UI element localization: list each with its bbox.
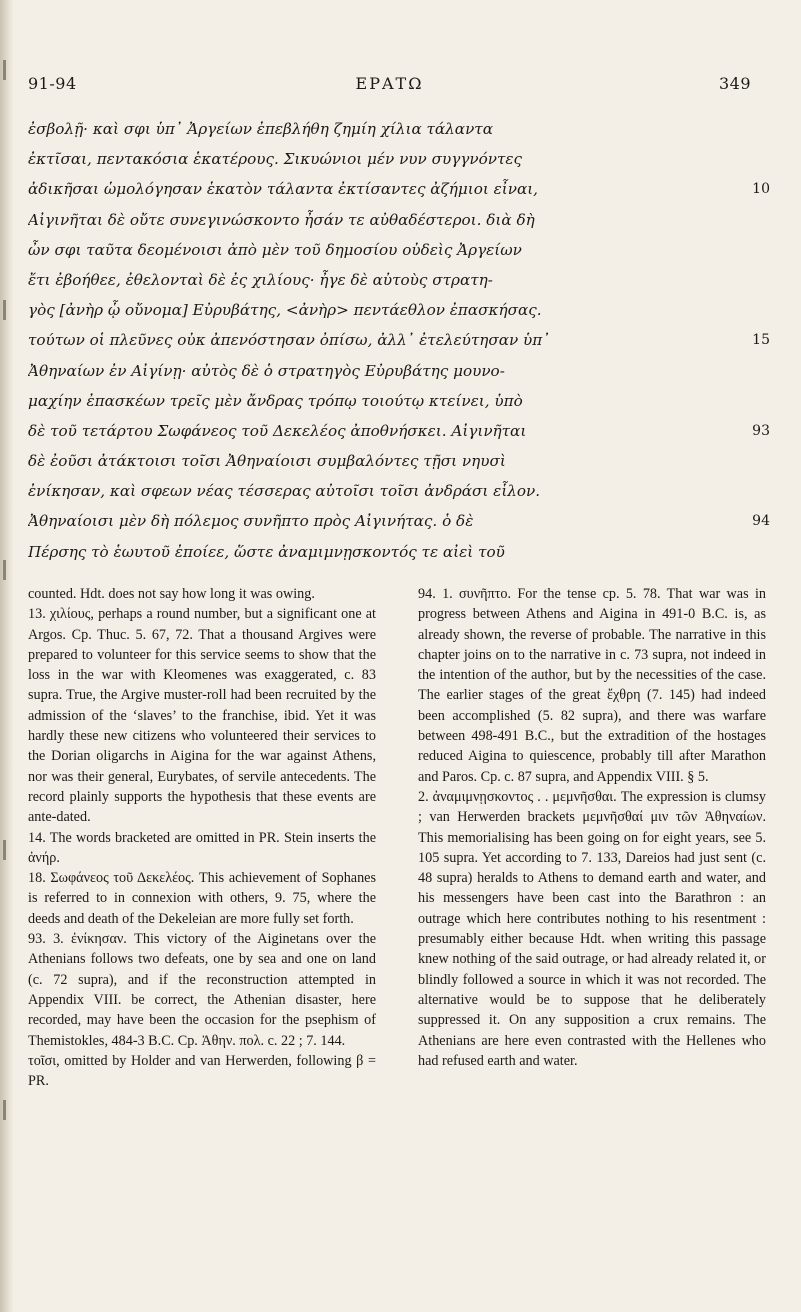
greek-line xyxy=(28,537,770,567)
greek-line-text: ἐσβολῇ· καὶ σφι ὑπ᾽ Ἀργείων ἐπεβλήθη ζημίη χίλια τάλαντα xyxy=(28,120,493,138)
greek-line-text: ὦν σφι ταῦτα δεομένοισι ἀπὸ μὲν τοῦ δημοσίου οὐδεὶς Ἀργείων xyxy=(28,240,522,259)
page-binding-edge xyxy=(0,0,14,1312)
greek-line xyxy=(28,476,770,506)
running-header xyxy=(28,74,751,100)
line-number: 93 xyxy=(752,422,770,439)
greek-line xyxy=(28,416,770,446)
greek-line-text: ἔτι ἐβοήθεε, ἐθελονταὶ δὲ ἐς χιλίους· ἦγε δὲ αὐτοὺς στρατη- xyxy=(28,270,493,289)
line-number: 94 xyxy=(752,513,770,530)
greek-line xyxy=(28,235,770,265)
greek-line-text: Αἰγινῆται δὲ οὔτε συνεγινώσκοντο ἦσάν τε αὐθαδέστεροι. διὰ δὴ xyxy=(28,210,535,229)
binding-mark xyxy=(3,1100,6,1120)
chapter-range: 91-94 xyxy=(28,74,77,93)
notes-column-left xyxy=(28,584,376,1091)
greek-line xyxy=(28,265,770,295)
running-title: ΕΡΑΤΩ xyxy=(355,74,424,93)
notes-column-right xyxy=(418,584,766,1071)
greek-line xyxy=(28,356,770,386)
note-paragraph: τοῖσι, omitted by Holder and van Herwerden, following β = PR. xyxy=(28,1052,376,1090)
greek-line xyxy=(28,386,770,416)
note-paragraph: counted. Hdt. does not say how long it was owing. xyxy=(28,586,315,602)
greek-line-text: Ἀθηναίοισι μὲν δὴ πόλεμος συνῆπτο πρὸς Αἰγινήτας. ὁ δὲ xyxy=(28,512,474,531)
greek-line xyxy=(28,144,770,174)
greek-line xyxy=(28,174,770,204)
binding-mark xyxy=(3,840,6,860)
greek-line-text: δὲ τοῦ τετάρτου Σωφάνεος τοῦ Δεκελέος ἀποθνήσκει. Αἰγινῆται xyxy=(28,421,527,440)
greek-line-text: τούτων οἱ πλεῦνες οὐκ ἀπενόστησαν ὀπίσω, ἀλλ᾽ ἐτελεύτησαν ὑπ᾽ xyxy=(28,331,550,350)
greek-line xyxy=(28,506,770,536)
greek-line-text: ἐκτῖσαι, πεντακόσια ἑκατέρους. Σικυώνιοι μέν νυν συγγνόντες xyxy=(28,150,523,169)
note-paragraph: 14. The words bracketed are omitted in PR. Stein inserts the ἀνήρ. xyxy=(28,829,376,866)
note-paragraph: 13. χιλίους, perhaps a round number, but a significant one at Argos. Cp. Thuc. 5. 67, 72. That a thousand Argives were prepared to volunteer for this service seems to show that the loss in the war with Kleomenes was exaggerated, c. 83 supra. True, the Argive muster-roll had been recruited by the admission of the ‘slaves’ to the franchise, ibid. Yet it was hardly these new citizens who volunteered their services to the Dorian oligarchs in Aigina for the war against Athens, nor was their general, Eurybates, of servile antecedents. The record plainly supports the hypothesis that these events are ante-dated. xyxy=(28,606,376,826)
greek-line-text: Πέρσης τὸ ἑωυτοῦ ἐποίεε, ὥστε ἀναμιμνῃσκοντός τε αἰεὶ τοῦ xyxy=(28,542,505,561)
greek-line xyxy=(28,325,770,355)
page-number: 349 xyxy=(718,74,751,93)
greek-line-text: ἐνίκησαν, καὶ σφεων νέας τέσσερας αὐτοῖσι τοῖσι ἀνδράσι εἷλον. xyxy=(28,482,541,501)
note-paragraph: 18. Σωφάνεος τοῦ Δεκελέος. This achievement of Sophanes is referred to in connexion with others, 9. 75, where the deeds and death of the Dekeleian are more fully set forth. xyxy=(28,870,376,927)
line-number: 15 xyxy=(752,332,770,349)
greek-line xyxy=(28,295,770,325)
note-paragraph: 94. 1. συνῆπτο. For the tense cp. 5. 78. That war was in progress between Athens and Aigina in 491-0 B.C. is, as already shown, the reverse of probable. The narrative in this chapter joins on to the narrative in c. 73 supra, not indeed in the intention of the author, but by the necessities of the case. The earlier stages of the great ἔχθρη (7. 145) had indeed been accomplished (5. 82 supra), and there was warfare between 498-491 B.C., but the extradition of the hostages reduced Aigina to quiescence, probably till after Marathon and Paros. Cp. c. 87 supra, and Appendix VIII. § 5. xyxy=(418,586,766,785)
binding-mark xyxy=(3,560,6,580)
greek-line-text: ἀδικῆσαι ὡμολόγησαν ἑκατὸν τάλαντα ἐκτίσαντες ἀζήμιοι εἶναι, xyxy=(28,180,538,199)
greek-line xyxy=(28,114,770,144)
greek-text-block xyxy=(28,114,770,567)
greek-line-text: δὲ ἐοῦσι ἀτάκτοισι τοῖσι Ἀθηναίοισι συμβαλόντες τῇσι νηυσὶ xyxy=(28,452,506,471)
binding-mark xyxy=(3,60,6,80)
note-paragraph: 93. 3. ἐνίκησαν. This victory of the Aiginetans over the Athenians follows two defeats, one by sea and one on land (c. 72 supra), and if the reconstruction attempted in Appendix VIII. be correct, the Athenian disaster, here recorded, may have been the occasion for the psephism of Themistokles, 484-3 B.C. Cp. Ἀθην. πολ. c. 22 ; 7. 144. xyxy=(28,931,376,1049)
line-number: 10 xyxy=(752,181,770,198)
note-paragraph: 2. ἀναμιμνῃσκοντος . . μεμνῆσθαι. The expression is clumsy ; van Herwerden brackets μεμνῆσθαί μιν τῶν Ἀθηναίων. This memorialising has been going on for eight years, see 5. 105 supra. Yet according to 7. 133, Dareios had just sent (c. 48 supra) heralds to Athens to demand earth and water, and his messengers have been cast into the Barathron : an outrage which here contributes nothing to his resentment : presumably either because Hdt. when writing this passage knew nothing of the said outrage, or had already related it, or blindly followed a source in which it was not recorded. The alternative would be to suppose that he deliberately suppressed it. On any supposition a crux remains. The Athenians are here even contrasted with the Hellenes who had refused earth and water. xyxy=(418,788,766,1069)
greek-line xyxy=(28,205,770,235)
greek-line-text: μαχίην ἐπασκέων τρεῖς μὲν ἄνδρας τρόπῳ τοιούτῳ κτείνει, ὑπὸ xyxy=(28,391,523,410)
greek-line xyxy=(28,446,770,476)
greek-line-text: γὸς [ἀνὴρ ᾧ οὔνομα] Εὐρυβάτης, <ἀνὴρ> πεντάεθλον ἐπασκήσας. xyxy=(28,301,542,320)
greek-line-text: Ἀθηναίων ἐν Αἰγίνῃ· αὐτὸς δὲ ὁ στρατηγὸς Εὐρυβάτης μουνο- xyxy=(28,361,505,380)
binding-mark xyxy=(3,300,6,320)
